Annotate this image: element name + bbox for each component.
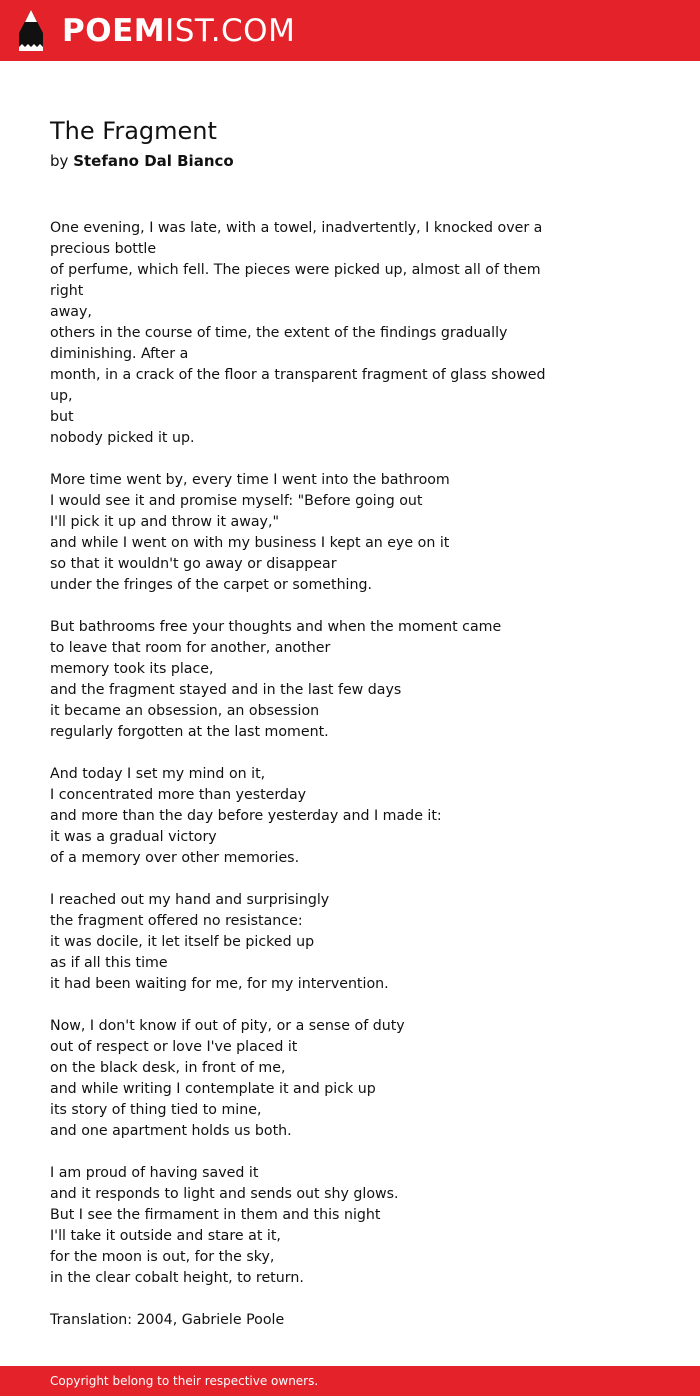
poem-title: The Fragment bbox=[50, 117, 217, 145]
poem-line: away, bbox=[50, 304, 92, 320]
poem-line: memory took its place, bbox=[50, 661, 214, 677]
poem-line: and the fragment stayed and in the last few days bbox=[50, 682, 402, 698]
poem-line: I am proud of having saved it bbox=[50, 1165, 259, 1181]
poem-stanza bbox=[50, 470, 570, 596]
poem-stanza bbox=[50, 617, 570, 743]
site-logo-text bbox=[62, 12, 296, 49]
site-logo[interactable] bbox=[16, 8, 295, 54]
poem-line: under the fringes of the carpet or something. bbox=[50, 577, 373, 593]
poem-line: I reached out my hand and surprisingly bbox=[50, 892, 330, 908]
poem-line: but bbox=[50, 409, 74, 425]
poem-header bbox=[50, 114, 570, 172]
poem-stanza bbox=[50, 764, 570, 869]
poem-line: diminishing. After a bbox=[50, 346, 189, 362]
poem-line: regularly forgotten at the last moment. bbox=[50, 724, 329, 740]
by-label: by bbox=[50, 152, 69, 170]
site-header bbox=[0, 0, 700, 61]
poem-line: of perfume, which fell. The pieces were picked up, almost all of them right bbox=[50, 262, 541, 299]
poem-line: it was docile, it let itself be picked up bbox=[50, 934, 315, 950]
poem-line: month, in a crack of the floor a transparent fragment of glass showed up, bbox=[50, 367, 546, 404]
poem-line: so that it wouldn't go away or disappear bbox=[50, 556, 337, 572]
poem-line: But I see the firmament in them and this night bbox=[50, 1207, 381, 1223]
poem-line: I'll pick it up and throw it away," bbox=[50, 514, 279, 530]
poem-stanza bbox=[50, 1163, 570, 1289]
poem-line: I'll take it outside and stare at it, bbox=[50, 1228, 281, 1244]
poem-line: More time went by, every time I went into the bathroom bbox=[50, 472, 450, 488]
poem-line: And today I set my mind on it, bbox=[50, 766, 266, 782]
poem-line: it was a gradual victory bbox=[50, 829, 217, 845]
poem-line: and while I went on with my business I kept an eye on it bbox=[50, 535, 450, 551]
poem-body bbox=[50, 218, 570, 1331]
poem-line: Now, I don't know if out of pity, or a sense of duty bbox=[50, 1018, 405, 1034]
poem-line: on the black desk, in front of me, bbox=[50, 1060, 286, 1076]
pencil-logo-icon bbox=[16, 9, 46, 53]
poem-line: One evening, I was late, with a towel, inadvertently, I knocked over a bbox=[50, 220, 543, 236]
poem-line: I would see it and promise myself: "Before going out bbox=[50, 493, 423, 509]
poem-byline bbox=[50, 150, 570, 172]
poem-line: in the clear cobalt height, to return. bbox=[50, 1270, 304, 1286]
poem-line: its story of thing tied to mine, bbox=[50, 1102, 262, 1118]
poem-stanza bbox=[50, 1016, 570, 1142]
site-footer bbox=[0, 1366, 700, 1396]
brand-name-bold: POEM bbox=[62, 12, 166, 49]
translation-credit: Translation: 2004, Gabriele Poole bbox=[50, 1312, 285, 1328]
poem-line: others in the course of time, the extent of the findings gradually bbox=[50, 325, 508, 341]
poem-line: of a memory over other memories. bbox=[50, 850, 300, 866]
poem-line: the fragment offered no resistance: bbox=[50, 913, 303, 929]
poem-line: I concentrated more than yesterday bbox=[50, 787, 307, 803]
poem-line: it had been waiting for me, for my intervention. bbox=[50, 976, 389, 992]
poem-line: and more than the day before yesterday and I made it: bbox=[50, 808, 442, 824]
poem-line: But bathrooms free your thoughts and when the moment came bbox=[50, 619, 502, 635]
poem-line: out of respect or love I've placed it bbox=[50, 1039, 298, 1055]
poem-line: and one apartment holds us both. bbox=[50, 1123, 292, 1139]
poem-line: as if all this time bbox=[50, 955, 168, 971]
poem-stanza bbox=[50, 890, 570, 995]
poem-author: Stefano Dal Bianco bbox=[73, 152, 234, 170]
poem-line: nobody picked it up. bbox=[50, 430, 195, 446]
poem-line: and while writing I contemplate it and pick up bbox=[50, 1081, 376, 1097]
poem-line: precious bottle bbox=[50, 241, 157, 257]
poem-line: and it responds to light and sends out shy glows. bbox=[50, 1186, 399, 1202]
poem-line: to leave that room for another, another bbox=[50, 640, 331, 656]
poem-line: it became an obsession, an obsession bbox=[50, 703, 320, 719]
brand-name-light: IST.COM bbox=[165, 12, 296, 49]
poem-stanza bbox=[50, 218, 570, 449]
poem-line: for the moon is out, for the sky, bbox=[50, 1249, 275, 1265]
copyright-notice: Copyright belong to their respective owners. bbox=[50, 1374, 319, 1388]
